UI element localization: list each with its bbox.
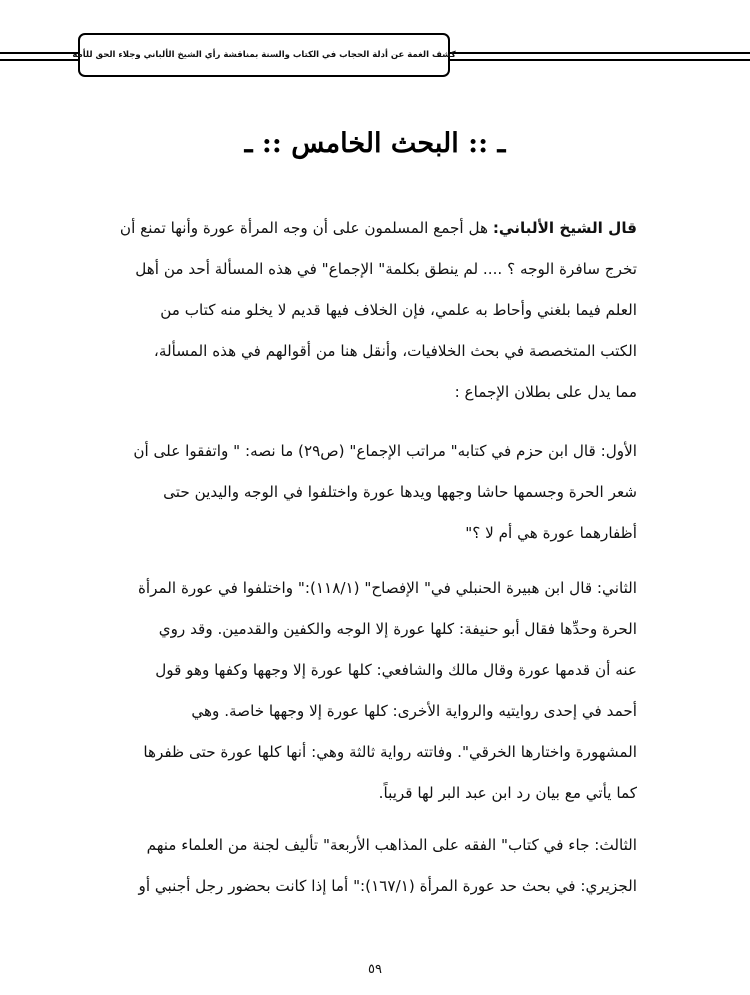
paragraph-line: العلم فيما بلغني وأحاط به علمي، فإن الخلاف فيها قديم لا يخلو منه كتاب من <box>160 301 637 319</box>
paragraph-line: الأول: قال ابن حزم في كتابه" مراتب الإجماع" (ص٢٩) ما نصه: " واتفقوا على أن <box>133 442 637 460</box>
paragraph-line: تخرج سافرة الوجه ؟ .... لم ينطق بكلمة" الإجماع" في هذه المسألة أحد من أهل <box>135 260 637 278</box>
paragraph-line: أحمد في إحدى روايتيه والرواية الأخرى: كلها عورة إلا وجهها خاصة. وهي <box>191 702 637 720</box>
paragraph-line: الثاني: قال ابن هبيرة الحنبلي في" الإفصاح" (١١٨/١):" واختلفوا في عورة المرأة <box>137 579 637 597</box>
paragraph-line: أظفارهما عورة هي أم لا ؟" <box>465 524 637 542</box>
paragraph-line: المشهورة واختارها الخرقي". وفاتته رواية ثالثة وهي: أنها كلها عورة حتى ظفرها <box>143 743 637 761</box>
paragraph-line: الكتب المتخصصة في بحث الخلافيات، وأنقل هنا من أقوالهم في هذه المسألة، <box>153 342 637 360</box>
paragraph-line: الحرة وحدِّها فقال أبو حنيفة: كلها عورة إلا الوجه والكفين والقدمين. وقد روي <box>158 620 637 638</box>
paragraph-line: الجزيري: في بحث حد عورة المرأة (١٦٧/١):" أما إذا كانت بحضور رجل أجنبي أو <box>138 877 637 895</box>
running-header <box>72 33 456 77</box>
paragraph-line: عنه أن قدمها عورة وقال مالك والشافعي: كلها عورة إلا وجهها وكفها وهو قول <box>155 661 637 679</box>
page-number: ٥٩ <box>368 962 382 977</box>
paragraph-line: الثالث: جاء في كتاب" الفقه على المذاهب الأربعة" تأليف لجنة من العلماء منهم <box>146 836 637 854</box>
quote-lead-label: قال الشيخ الألباني: <box>492 219 637 237</box>
paragraph-line: مما يدل على بطلان الإجماع : <box>454 383 637 401</box>
paragraph-2 <box>66 431 637 554</box>
paragraph-line: كما يأتي مع بيان رد ابن عبد البر لها قريباً. <box>378 784 637 802</box>
paragraph-1 <box>66 208 637 413</box>
paragraph-line: شعر الحرة وجسمها حاشا وجهها ويدها عورة واختلفوا في الوجه واليدين حتى <box>163 483 637 501</box>
paragraph-line: قال الشيخ الألباني: هل أجمع المسلمون على أن وجه المرأة عورة وأنها تمنع أن <box>119 219 637 237</box>
running-header-title: كشف الغمة عن أدلة الحجاب في الكتاب والسنة بمناقشة رأي الشيخ الألباني وجلاء الحق للأمة <box>72 50 456 60</box>
paragraph-3 <box>66 568 637 814</box>
section-heading: ـ :: البحث الخامس :: ـ <box>244 128 506 159</box>
paragraph-4 <box>66 825 637 907</box>
